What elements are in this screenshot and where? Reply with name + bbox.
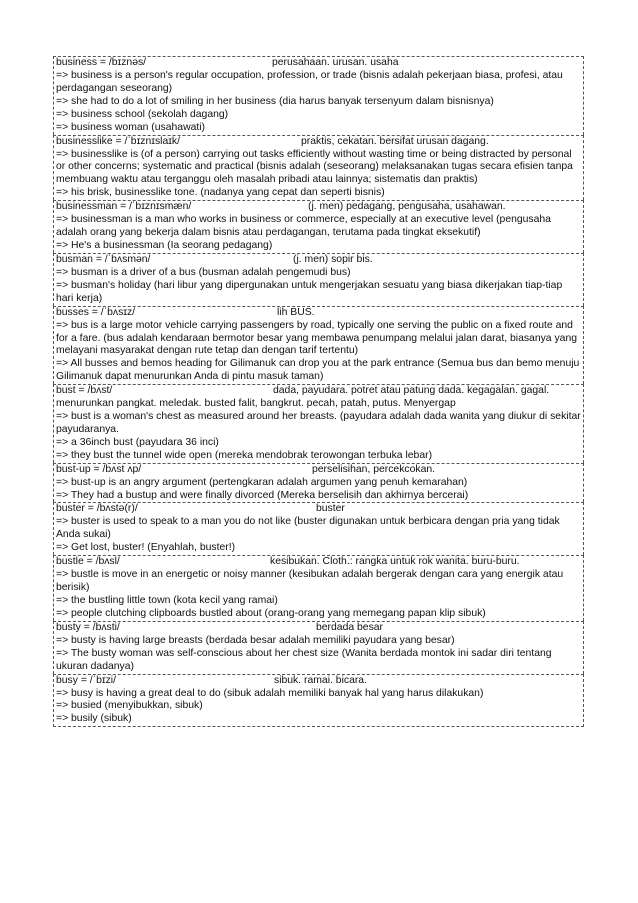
headword: businessman = /ˈbɪznɪsmæn/ [56,201,192,213]
headword: busty = /bʌsti/ [56,621,120,633]
entry-header [56,136,581,149]
entry-line: => she had to do a lot of smiling in her business (dia harus banyak tersenyum dalam bisnisnya) [56,95,494,107]
entry-header [56,464,581,477]
entry-businesslike [53,135,584,201]
headword: bustle = /bʌsl/ [56,556,120,568]
entry-line: => They had a bustup and were finally divorced (Mereka berselisih dan akhirnya bercerai) [56,489,469,501]
gloss: sibuk. ramai. bicara. [274,674,367,686]
entry-line: menurunkan pangkat. meledak. busted falit, bangkrut. pecah, patah, putus. Menyergap [56,398,456,410]
entry-header [56,201,581,214]
dictionary-page [53,56,584,727]
entry-line: => busman is a driver of a bus (busman adalah pengemudi bus) [56,266,351,278]
entry-buster [53,502,584,555]
gloss: berdada besar [316,621,384,633]
headword: busy = /ˈbɪzi/ [56,674,117,686]
entry-line: => business woman (usahawati) [56,121,206,133]
headword: bust-up = /bʌst ʌp/ [56,463,142,475]
entry-line: => busied (menyibukkan, sibuk) [56,700,203,712]
entry-business [53,56,584,135]
gloss: (j. men) pedagang, pengusaha, usahawan. [308,201,506,213]
entry-businessman [53,200,584,253]
headword: business = /bɪznəs/ [56,57,147,68]
entry-busy [53,674,584,728]
headword: buster = /bʌstə(r)/ [56,503,138,515]
entry-header [56,675,581,688]
entry-line: => businesslike is (of a person) carrying out tasks efficiently without wasting time or being distracted by personal or other concerns; systematic and practical (bisnis adalah (seseorang) melaksanakan tugas secara efisien tanpa membuang waktu atau terganggu oleh masalah pribadi atau lainnya; sistematis dan praktis) [56,148,573,186]
gloss: dada, payudara. potret atau patung dada. kegagalan. gagal. [273,385,550,397]
entry-busty [53,621,584,674]
entry-line: => busy is having a great deal to do (sibuk adalah memiliki banyak hal yang harus dilakukan) [56,687,484,699]
entry-line: => business is a person's regular occupation, profession, or trade (bisnis adalah pekerjaan biasa, profesi, atau perdagangan seseorang) [56,70,563,94]
entry-line: => busily (sibuk) [56,713,132,725]
gloss: kesibukan. Cloth.: rangka untuk rok wanita. buru-buru. [270,556,520,568]
entry-line: => bust is a woman's chest as measured around her breasts. (payudara adalah dada wanita yang diukur di sekitar payudaranya. [56,411,581,435]
gloss: praktis, cekatan. bersifat urusan dagang. [301,135,489,147]
entry-header [56,556,581,569]
entry-line: => bustle is move in an energetic or noisy manner (kesibukan adalah bergerak dengan cara yang energik atau berisik) [56,569,564,594]
entry-line: => people clutching clipboards bustled about (orang-orang yang memegang papan klip sibuk) [56,607,486,619]
entry-header [56,503,581,516]
entry-header [56,57,581,70]
entry-line: => the bustling little town (kota kecil yang ramai) [56,595,278,606]
gloss: buster [316,503,345,515]
gloss: perusahaan. urusan. usaha [272,57,399,68]
entry-line: => they bust the tunnel wide open (mereka mendobrak terowongan terbuka lebar) [56,449,433,461]
gloss: lih BUS. [277,306,315,318]
headword: busses = /ˈbʌsɪz/ [56,306,136,318]
entry-header [56,307,581,320]
entry-bustle [53,555,584,621]
entry-line: => busty is having large breasts (berdada besar adalah memiliki payudara yang besar) [56,634,455,646]
entry-busses [53,306,584,385]
entry-line: => a 36inch bust (payudara 36 inci) [56,436,219,448]
headword: businesslike = /ˈbɪznɪslaɪk/ [56,135,181,147]
entry-header [56,622,581,635]
entry-line: => All busses and bemos heading for Gilimanuk can drop you at the park entrance (Semua bus dan bemo menuju Gilimanuk dapat menurunkan Anda di pintu masuk taman) [56,358,580,383]
entry-line: => bus is a large motor vehicle carrying passengers by road, typically one serving the public on a fixed route and for a fare. (bus adalah kendaraan bermotor besar yang membawa penumpang melalui jalan darat, biasanya yang melayani masyarakat dengan rute tetap dan dengan tarif tertentu) [56,319,578,357]
gloss: (j. men) sopir bis. [293,253,373,265]
entry-bust-up [53,463,584,503]
entry-line: => bust-up is an angry argument (pertengkaran adalah argumen yang penuh kemarahan) [56,476,468,488]
entry-line: => Get lost, buster! (Enyahlah, buster!) [56,542,236,554]
entry-line: => The busty woman was self-conscious about her chest size (Wanita berdada montok ini sadar diri tentang ukuran dadanya) [56,647,552,672]
entry-header [56,385,581,398]
entry-line: => businessman is a man who works in business or commerce, especially at an executive level (pengusaha adalah orang yang bekerja dalam bisnis atau perdagangan, terutama pada tingkat eksekutif) [56,214,551,239]
entry-line: => buster is used to speak to a man you do not like (buster digunakan untuk berbicara dengan pria yang tidak Anda sukai) [56,516,560,541]
entry-line: => busman's holiday (hari libur yang dipergunakan untuk mengerjakan sesuatu yang biasa dikerjakan tiap-tiap hari kerja) [56,279,563,304]
entry-line: => his brisk, businesslike tone. (nadanya yang cepat dan seperti bisnis) [56,187,385,199]
entry-bust [53,384,584,463]
entry-busman [53,253,584,306]
gloss: perselisihan, percekcokan. [312,463,436,475]
headword: busman = /ˈbʌsmən/ [56,253,151,265]
entry-line: => He's a businessman (Ia seorang pedagang) [56,239,273,251]
entry-header [56,254,581,267]
entry-line: => business school (sekolah dagang) [56,108,229,120]
headword: bust = /bʌst/ [56,385,113,397]
